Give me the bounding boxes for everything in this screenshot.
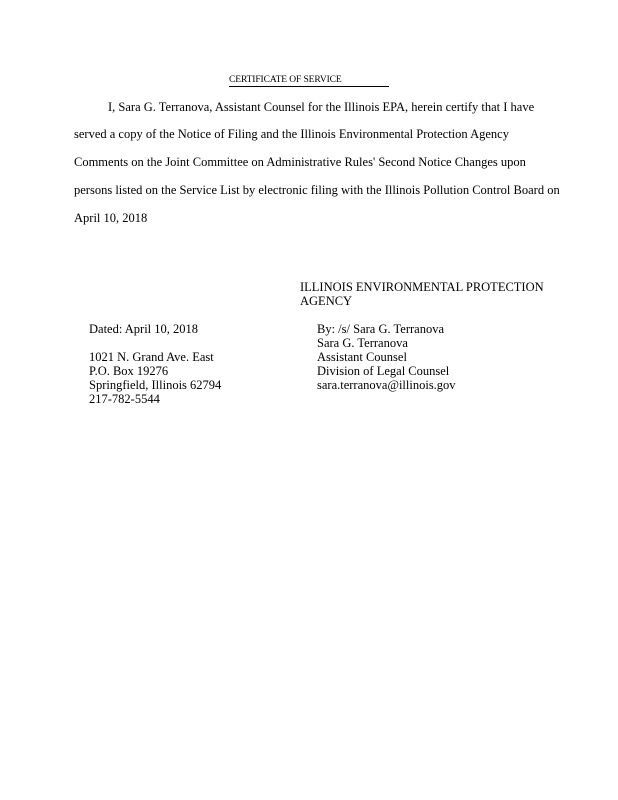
signature-email: sara.terranova@illinois.gov — [317, 378, 456, 392]
body-line-2: served a copy of the Notice of Filing and the Illinois Environmental Protection Agency — [74, 127, 509, 141]
agency-name — [300, 280, 544, 308]
signature-line-1: By: /s/ Sara G. Terranova — [317, 322, 444, 336]
address-line-4: 217-782-5544 — [89, 392, 160, 406]
signature-line-2: Sara G. Terranova — [317, 336, 408, 350]
signature-line-3: Assistant Counsel — [317, 350, 407, 364]
address-block — [89, 350, 221, 406]
agency-line-1: ILLINOIS ENVIRONMENTAL PROTECTION — [300, 280, 544, 294]
signature-line-4: Division of Legal Counsel — [317, 364, 450, 378]
signature-block — [317, 322, 456, 392]
agency-line-2: AGENCY — [300, 294, 353, 308]
title-underline — [229, 86, 389, 87]
address-line-2: P.O. Box 19276 — [89, 364, 169, 378]
address-line-1: 1021 N. Grand Ave. East — [89, 350, 214, 364]
certificate-title: CERTIFICATE OF SERVICE — [229, 75, 342, 85]
dated-line: Dated: April 10, 2018 — [89, 322, 199, 336]
body-line-4: persons listed on the Service List by electronic filing with the Illinois Pollution Control Board on — [74, 183, 560, 197]
body-line-3: Comments on the Joint Committee on Administrative Rules' Second Notice Changes upon — [74, 155, 526, 169]
body-line-1: I, Sara G. Terranova, Assistant Counsel for the Illinois EPA, herein certify that I have — [108, 100, 535, 114]
body-line-5: April 10, 2018 — [74, 211, 148, 225]
address-line-3: Springfield, Illinois 62794 — [89, 378, 222, 392]
